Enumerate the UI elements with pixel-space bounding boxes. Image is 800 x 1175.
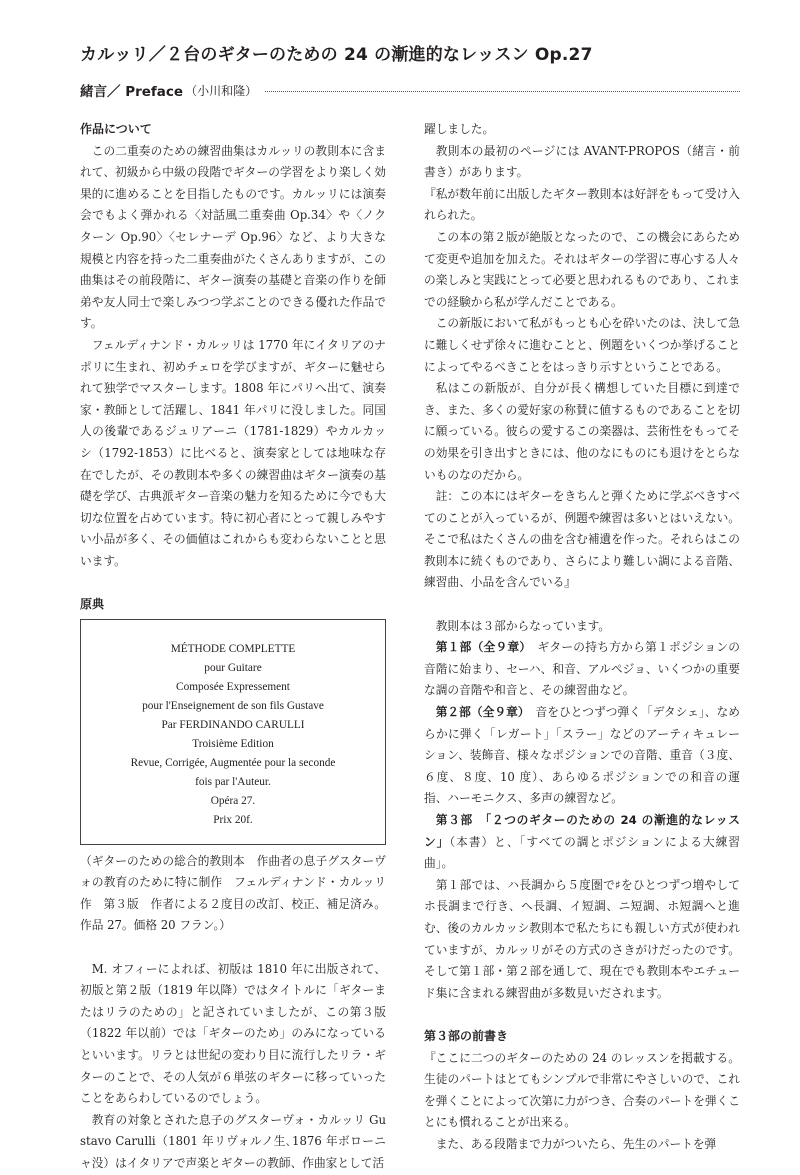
spacer xyxy=(80,937,386,959)
right-column xyxy=(424,119,740,1156)
preface-heading-line xyxy=(80,80,740,100)
part-1-label: 第１部（全９章） xyxy=(435,640,526,655)
part-1-text: ギターの持ち方から第１ポジションの音階に始まり、セーハ、和音、アルペジョ、いくつかの重要な調の音階や和音と、その練習曲など。 xyxy=(424,640,740,698)
paragraph: 教則本は３部からなっています。 xyxy=(435,618,611,633)
part-3-text: （本書）と、「すべての調とポジションによる大練習曲」。 xyxy=(424,834,740,871)
part-3-description xyxy=(424,810,740,875)
spacer xyxy=(424,1004,740,1026)
preface-heading: 緒言／ Preface xyxy=(80,84,184,100)
paragraph: 第１部では、ハ長調から５度圏で♯をひとつずつ増やしてホ長調まで行き、ヘ長調、イ短調、ニ短調、ホ短調へと進む、後のカルカッシ教則本で私たちにも親しい方式が使われていますが、カルッリがその方式のさきがけだったのです。そして第１部・第２部を通して、現在でも教則本やエチュード集に含まれる練習曲が多数見いだされます。 xyxy=(424,877,740,1000)
paragraph: 教育の対象とされた息子のグスターヴォ・カルッリ Gustavo Carulli（1801 年リヴォルノ生､1876 年ボローニャ没）はイタリアで声楽とギターの教師、作曲家として活 xyxy=(80,1112,386,1170)
section-heading-source: 原典 xyxy=(80,597,105,612)
title-page-line: Troisième Edition xyxy=(192,737,274,750)
dotted-leader xyxy=(265,91,740,92)
quote-paragraph: 私はこの新版が、自分が長く構想していた目標に到達でき、また、多くの愛好家の称賛に値するものであることを切に願っている。彼らの愛するこの楽器は、芸術性をもってその効果を引き出すときには、他のなにものにも退けをとらないものなのだから。 xyxy=(424,381,740,482)
paragraph: M. オフィーによれば、初版は 1810 年に出版されて、初版と第２版（1819 年以降）ではタイトルに「ギターまたはリラのための」と記されていましたが、この第３版（1822 年以前）では「ギターのため」のみになっているといいます。リラとは世紀の変わり目に流行したリラ・ギターのことで、その人気が６単弦のギターに移っていったことをあらわしているのでしょう。 xyxy=(80,961,386,1106)
part-1-description xyxy=(424,637,740,702)
quote-paragraph: この新版において私がもっとも心を砕いたのは、決して急に難しくせず徐々に進むことと、例題をいくつか挙げることによってやるべきことをはっきり示すということである。 xyxy=(424,316,740,374)
paragraph: 躍しました。 xyxy=(424,122,495,136)
spacer xyxy=(80,572,386,594)
quote-paragraph: 『私が数年前に出版したギター教則本は好評をもって受け入れられた。 xyxy=(424,186,740,223)
section-heading-work: 作品について xyxy=(80,122,152,136)
part-3-label: 第３部 「２つのギターのための 24 の漸進的なレッスン」 xyxy=(424,813,740,849)
quote-paragraph: この本の第２版が絶版となったので、この機会にあらためて変更や追加を加えた。それはギターの学習に専心する人々の楽しみと実践にとって必要と思われるものであり、これまでの経験から私が学んだことである。 xyxy=(424,229,740,309)
title-page-line: MÉTHODE COMPLETTE xyxy=(170,642,296,655)
title-page-line: pour l'Enseignement de son fils Gustave xyxy=(142,699,324,712)
title-page-line: Revue, Corrigée, Augmentée pour la seconde xyxy=(130,756,336,769)
quote-paragraph: 註：この本にはギターをきちんと弾くために学ぶべきすべてのことが入っているが、例題や練習は多いとはいえない。そこで私はたくさんの曲を含む補遺を作った。それらはこの教則本に続くものであり、さらにより難しい調による音階、練習曲、小品を含んでいる』 xyxy=(424,489,740,590)
part-2-description xyxy=(424,702,740,810)
title-page-line: Composée Expressement xyxy=(176,680,290,693)
box-translation: （ギターのための総合的教則本 作曲者の息子グスターヴォの教育のために特に制作 フェルディナンド・カルッリ作 第３版 作者による２度目の改訂、校正、補足済み。作品 27。価格 20 フラン。） xyxy=(80,853,386,933)
left-column xyxy=(80,119,386,1175)
part-2-label: 第２部（全９章） xyxy=(435,705,524,720)
title-page-line: Par FERDINANDO CARULLI xyxy=(161,718,305,731)
paragraph: 教則本の最初のページには AVANT-PROPOS（緒言・前書き）があります。 xyxy=(424,143,740,180)
spacer xyxy=(424,594,740,616)
title-page-line: fois par l'Auteur. xyxy=(195,775,271,788)
quote-paragraph: 『ここに二つのギターのための 24 のレッスンを掲載する。生徒のパートはとてもシンプルで非常にやさしいので、これを弾くことによって次第に力がつき、合奏のパートを弾くことにも慣れることが出来る。 xyxy=(424,1050,740,1130)
quote-paragraph: また、ある段階まで力がついたら、先生のパートを弾 xyxy=(435,1136,717,1151)
title-page-line: Prix 20f. xyxy=(213,813,253,826)
section-heading-part3-preface: 第３部の前書き xyxy=(424,1028,509,1043)
translator-credit: （小川和隆） xyxy=(185,83,258,98)
paragraph: この二重奏のための練習曲集はカルッリの教則本に含まれて、初級から中級の段階でギターの学習をより楽しく効果的に進めることを目指したものです。カルッリには演奏会でもよく弾かれる〈対話風二重奏曲 Op.34〉や〈ノクターン Op.90〉〈セレナーデ Op.96〉など、より大きな規模と内容を持った二重奏曲がたくさんありますが、この曲集はその前段階に、ギター演奏の基礎と音楽の作りを師弟や友人同士で楽しみつつ学ぶことのできる優れた作品です。 xyxy=(80,143,386,331)
page-title: カルッリ／２台のギターのための 24 の漸進的なレッスン Op.27 xyxy=(80,45,593,65)
title-page-line: Opéra 27. xyxy=(210,794,256,807)
part-2-text: 音をひとつずつ弾く「デタシェ」、なめらかに弾く「レガート」「スラー」などのアーティキュレーション、装飾音、様々なポジションでの音階、重音（３度、６度、８度、10 度）、あらゆるポジションでの和音の運指、ハーモニクス、多声の練習など。 xyxy=(424,705,740,806)
original-title-box xyxy=(80,619,386,845)
paragraph: フェルディナンド・カルッリは 1770 年にイタリアのナポリに生まれ、初めチェロを学びますが、ギターに魅せられて独学でマスターします。1808 年にパリへ出て、演奏家・教師として活躍し、1841 年パリに没しました。同国人の後輩であるジュリアーニ（1781-1829）やカルカッシ（1792-1853）に比べると、演奏家としては地味な存在でしたが、その教則本や多くの練習曲はギター演奏の基礎を学び、古典派ギター音楽の魅力を知るために今でも大切な位置を占めています。特に初心者にとって親しみやすい小品が多く、その価値はこれからも変わらないことと思います。 xyxy=(80,337,386,568)
title-page-line: pour Guitare xyxy=(204,661,262,674)
